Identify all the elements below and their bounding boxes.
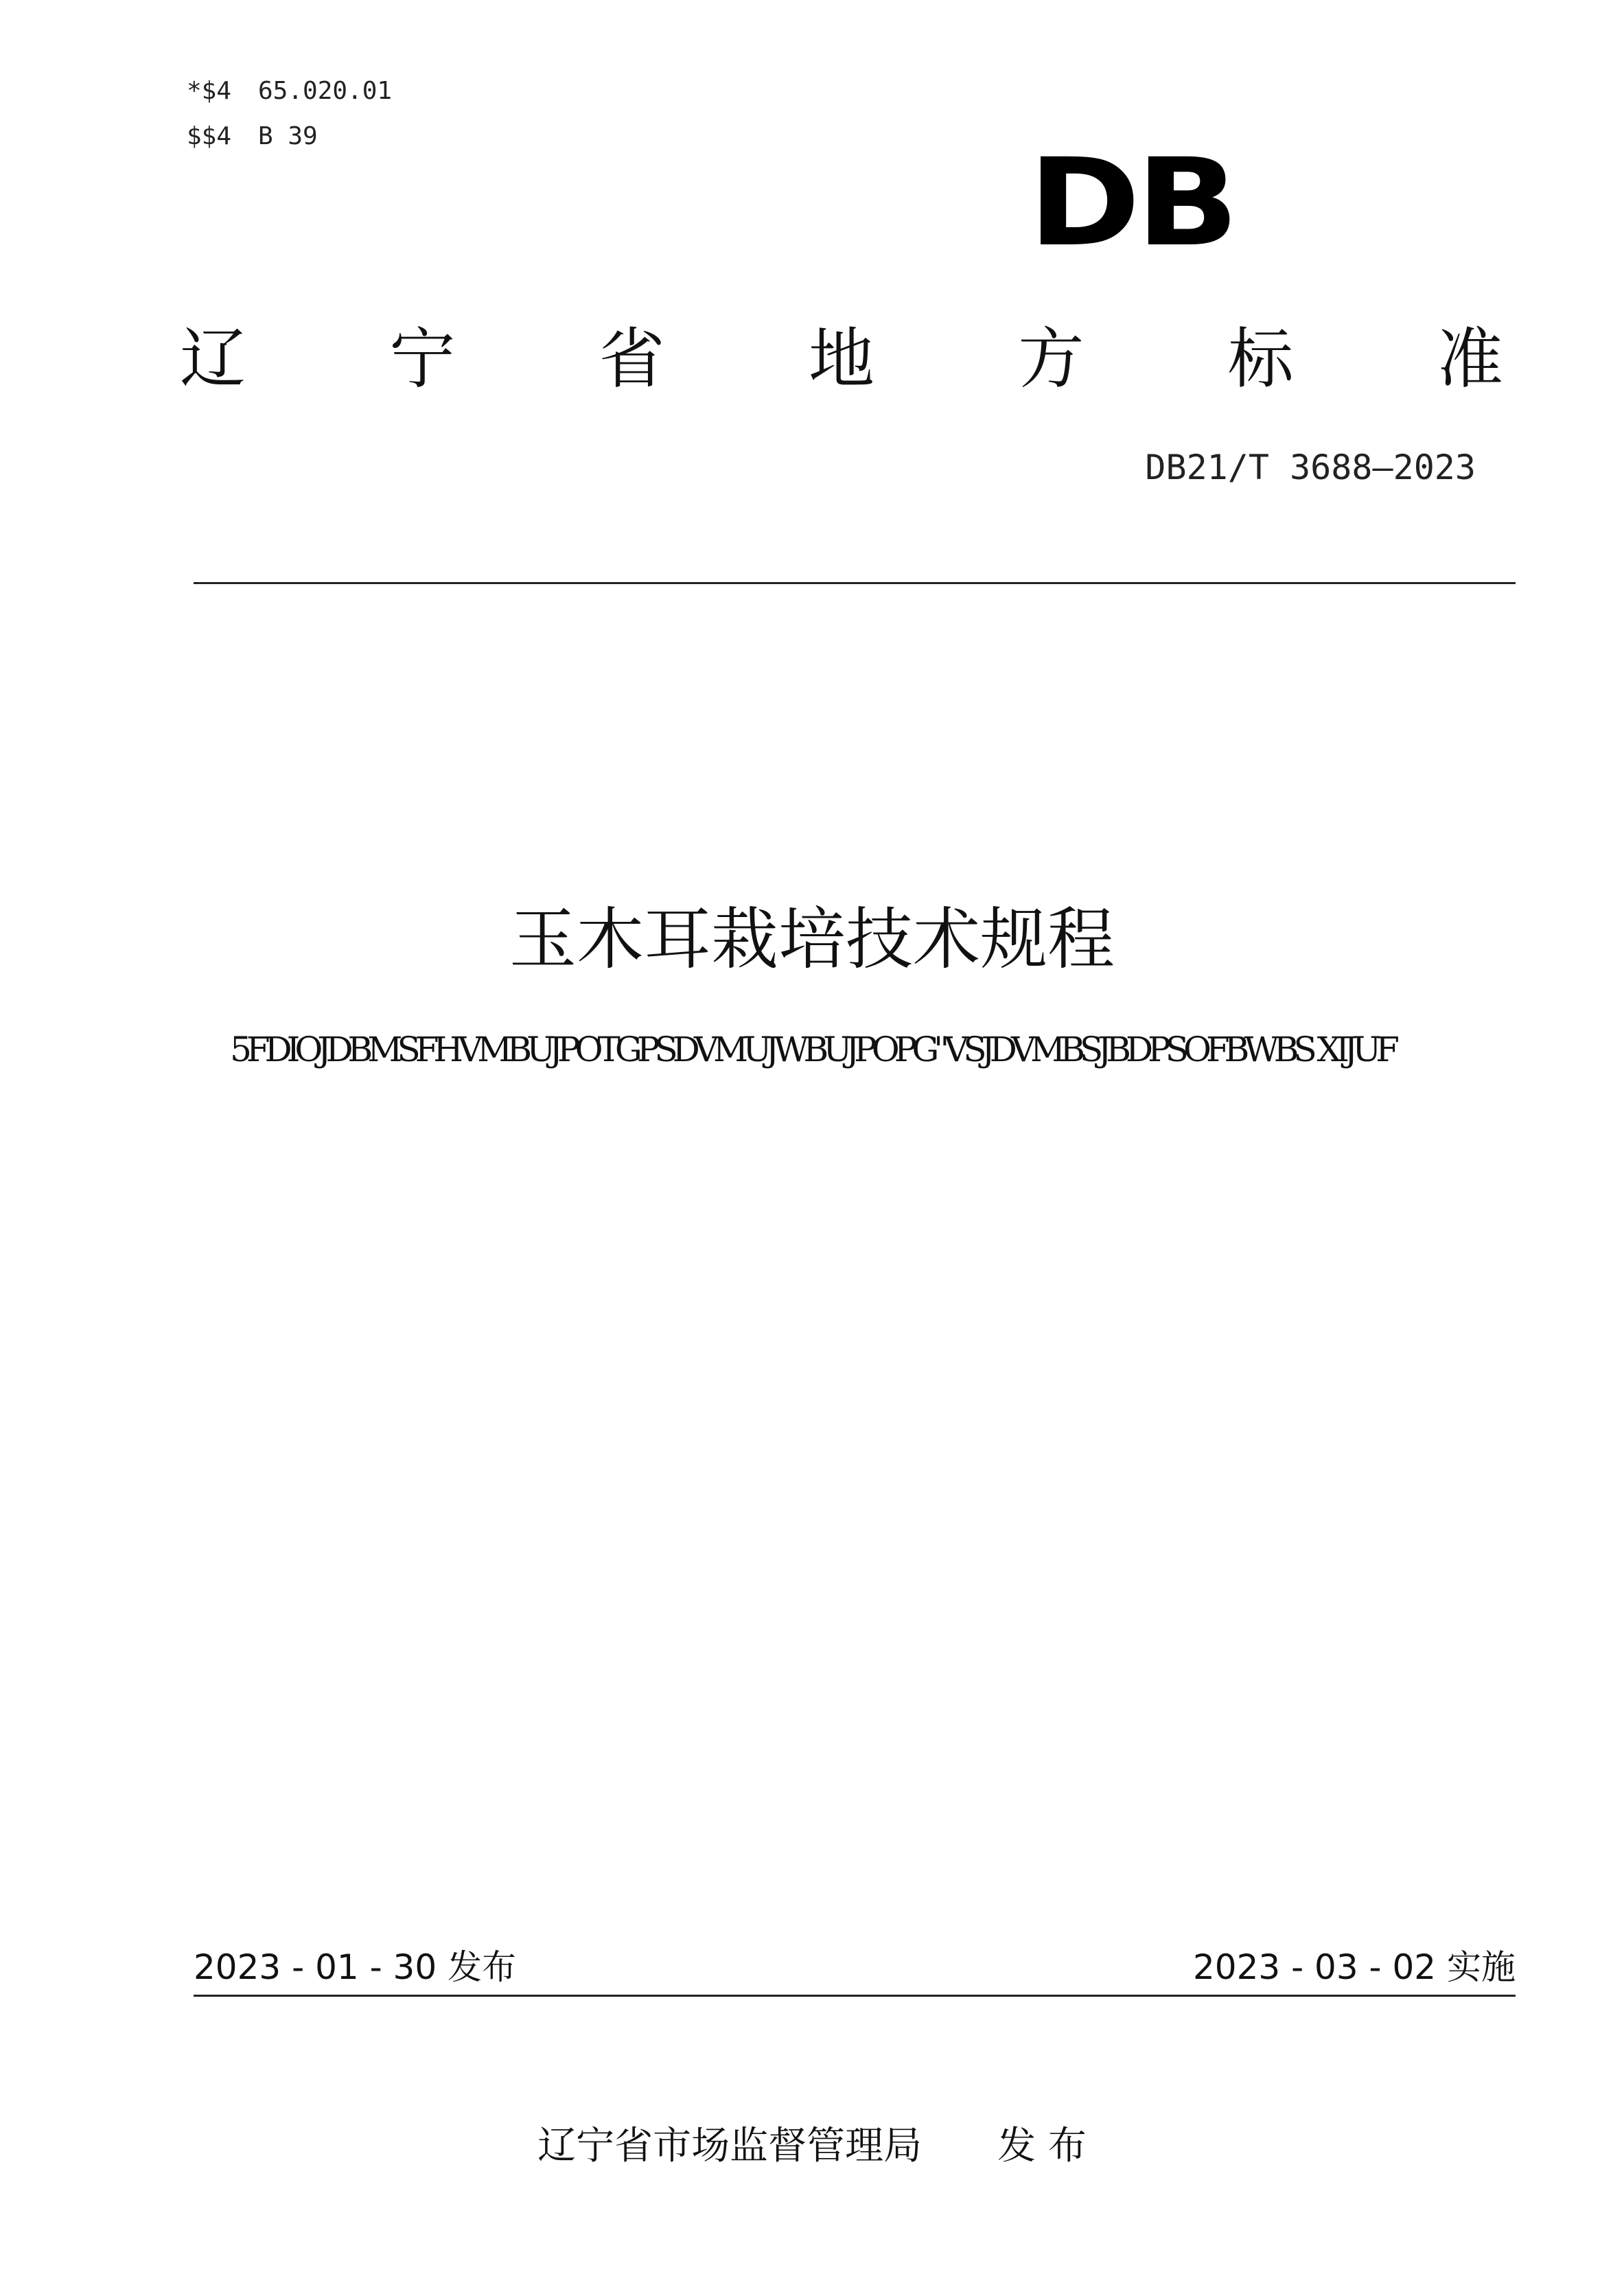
standard-type [180, 316, 1503, 397]
ics-label: *$4 [187, 77, 232, 105]
bottom-divider [194, 1995, 1516, 1997]
db-logo: DB [1028, 132, 1235, 273]
ccs-label: $$4 [187, 122, 232, 150]
publisher [0, 2115, 1624, 2170]
document-title-english: 5FDIOJDBMSFHVMBUJPOTGPSDVMUJWBUJPOPG"VSJDVMBSJBDPSOFBWBS XIJUF [230, 1030, 1394, 1069]
implement-date: 2023 - 03 - 02 实施 [1192, 1947, 1516, 1987]
standard-type-char: 标 [1227, 320, 1294, 397]
publisher-action: 发 布 [997, 2124, 1087, 2168]
ics-code [187, 77, 392, 105]
top-divider [194, 582, 1516, 584]
document-title: 玉木耳栽培技术规程 [509, 901, 1115, 979]
issue-date: 2023 - 01 - 30 发布 [194, 1947, 517, 1987]
ccs-code [187, 122, 318, 150]
standard-number: DB21/T 3688—2023 [1145, 448, 1476, 487]
standard-type-char: 省 [599, 320, 665, 397]
standard-type-char: 准 [1437, 320, 1503, 397]
standard-type-char: 地 [808, 320, 874, 397]
ccs-value: B 39 [258, 122, 318, 150]
standard-type-char: 方 [1018, 320, 1084, 397]
publisher-name: 辽宁省市场监督管理局 [537, 2124, 923, 2168]
standard-type-char: 辽 [180, 320, 246, 397]
standard-type-char: 宁 [389, 320, 456, 397]
ics-value: 65.020.01 [258, 77, 393, 105]
